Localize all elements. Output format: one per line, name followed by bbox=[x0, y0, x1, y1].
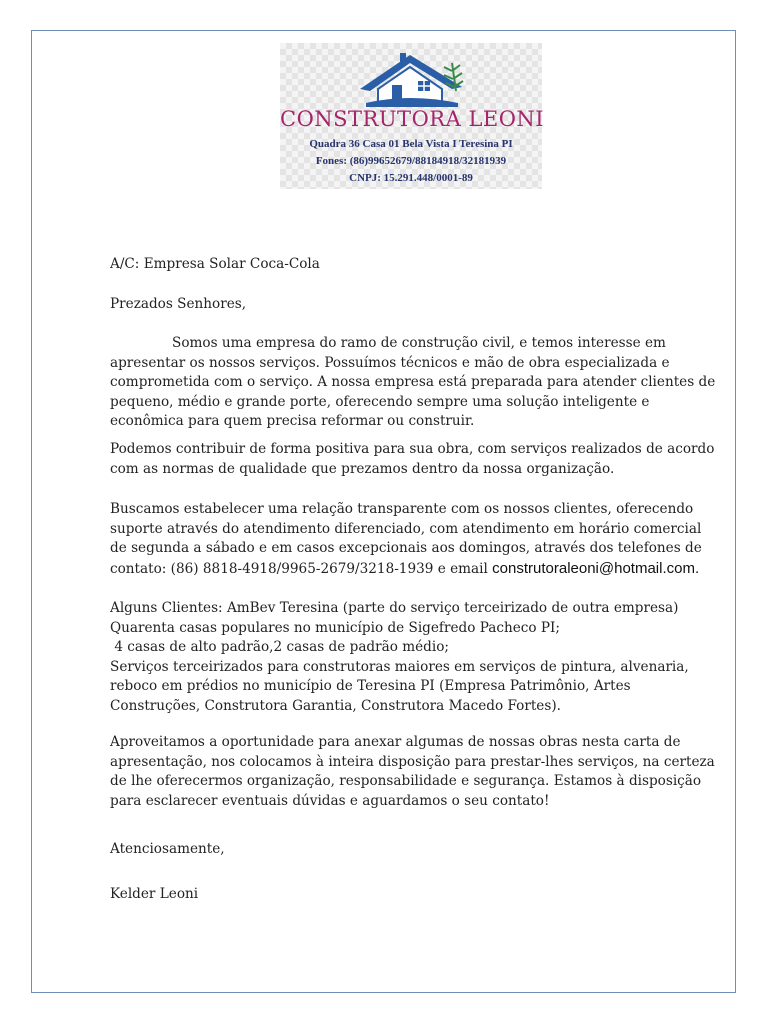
recipient: A/C: Empresa Solar Coca-Cola bbox=[110, 256, 320, 272]
salutation: Prezados Senhores, bbox=[110, 296, 247, 312]
company-name: CONSTRUTORA LEONI bbox=[280, 107, 545, 131]
company-cnpj: CNPJ: 15.291.448/0001-89 bbox=[349, 172, 473, 184]
email-link[interactable]: construtoraleoni@hotmail.com. bbox=[492, 559, 700, 577]
paragraph-contact: Buscamos estabelecer uma relação transparente com os nossos clientes, oferecendo suporte através do atendimento diferenciado, com atendimento em horário comercial de segunda a sábado e em casos excepcionais aos domingos, através dos telefones de contato: (86) 8818-4918/9965-2679/3218-1939 e email construtoraleoni@hotmail.com. bbox=[110, 501, 702, 577]
paragraph-intro: Somos uma empresa do ramo de construção civil, e temos interesse em apresentar os nossos serviços. Possuímos técnicos e mão de obra especializada e comprometida com o serviço. A nossa empresa está preparada para atender clientes de pequeno, médio e grande porte, oferecendo sempre uma solução inteligente e econômica para quem precisa reformar ou construir. bbox=[110, 335, 716, 429]
signature: Kelder Leoni bbox=[110, 886, 199, 902]
company-address: Quadra 36 Casa 01 Bela Vista I Teresina PI bbox=[309, 138, 513, 150]
house-logo-icon bbox=[356, 45, 468, 109]
clients-list: Alguns Clientes: AmBev Teresina (parte do serviço terceirizado de outra empresa) Quarenta casas populares no município de Sigefredo Pacheco PI; 4 casas de alto padrão,2 casas de padrão médio; Serviços terceirizados para construtoras maiores em serviços de pintura, alvenaria, reboco em prédios no município de Teresina PI (Empresa Patrimônio, Artes Construções, Construtora Garantia, Construtora Macedo Fortes). bbox=[110, 600, 689, 714]
letterhead bbox=[280, 43, 545, 189]
paragraph-closing: Aproveitamos a oportunidade para anexar algumas de nossas obras nesta carta de apresentação, nos colocamos à inteira disposição para prestar-lhes serviços, na certeza de lhe oferecermos organização, responsabilidade e segurança. Estamos à disposição para esclarecer eventuais dúvidas e aguardamos o seu contato! bbox=[110, 734, 715, 809]
paragraph-quality: Podemos contribuir de forma positiva para sua obra, com serviços realizados de acordo com as normas de qualidade que prezamos dentro da nossa organização. bbox=[110, 441, 715, 477]
company-phones: Fones: (86)99652679/88184918/32181939 bbox=[315, 155, 507, 167]
closing: Atenciosamente, bbox=[110, 841, 225, 857]
